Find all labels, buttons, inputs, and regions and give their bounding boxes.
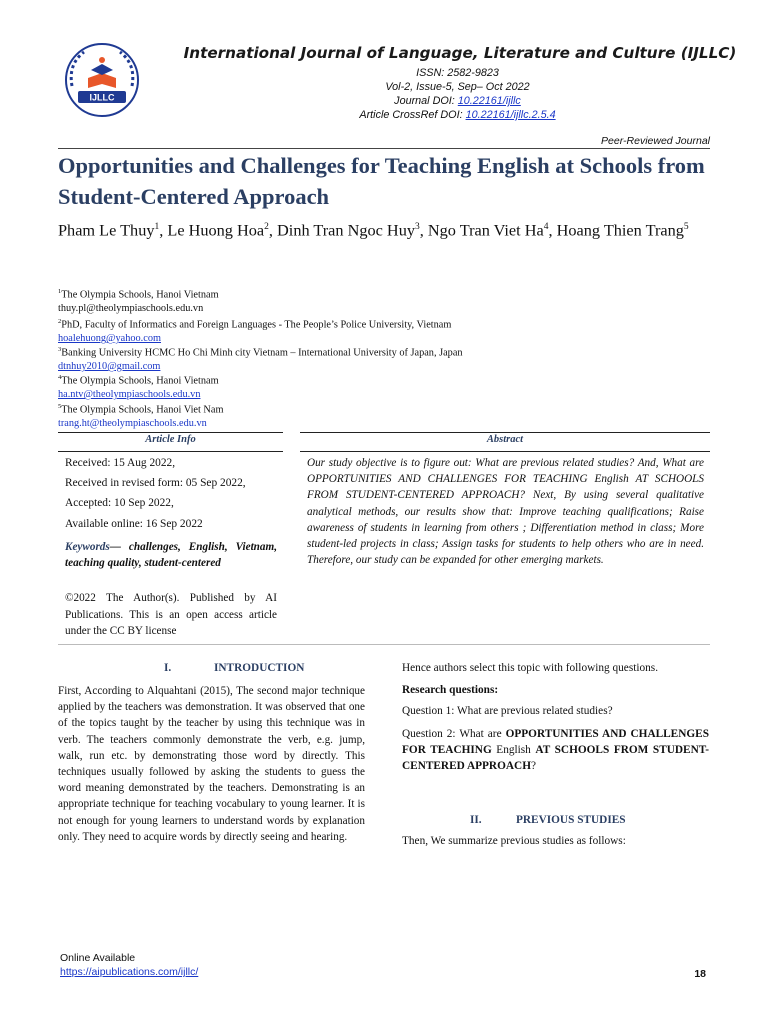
peer-reviewed-label: Peer-Reviewed Journal: [601, 135, 710, 147]
author-name: Le Huong Hoa: [167, 220, 265, 240]
received-date: Received: 15 Aug 2022,: [65, 457, 176, 469]
abstract-head-rule: [300, 451, 710, 452]
crossref-doi-link[interactable]: 10.22161/ijllc.2.5.4: [465, 109, 556, 121]
box-bottom-rule: [58, 644, 710, 645]
header-rule: [58, 148, 710, 149]
authors: Pham Le Thuy$^1$, Le Huong Hoa$^2$, Dinh Tran Ngoc Huy$^3$, Ngo Tran Viet Ha$^4$, Hoang Thien Trang$^5$: [58, 220, 689, 240]
article-title: Opportunities and Challenges for Teaching English at Schools from Student-Centered Approach: [58, 153, 705, 209]
crossref-doi: Article CrossRef DOI: 10.22161/ijllc.2.5.4: [359, 109, 556, 121]
affiliation: $^2$PhD, Faculty of Informatics and Foreign Languages - The People’s Police University, Vietnam: [58, 318, 452, 331]
research-questions-heading: Research questions:: [402, 684, 499, 696]
affiliation: $^3$Banking University HCMC Ho Chi Minh city Vietnam – International University of Japan, Japan: [58, 346, 463, 359]
online-available-label: Online Available: [60, 952, 136, 964]
affiliation: $^5$The Olympia Schools, Hanoi Viet Nam: [58, 403, 224, 416]
journal-doi: Journal DOI: 10.22161/ijllc: [394, 95, 521, 107]
intro-sentence: Hence authors select this topic with following questions.: [402, 662, 659, 674]
email-link[interactable]: dtnhuy2010@gmail.com: [58, 361, 161, 372]
page-number: 18: [694, 968, 706, 980]
abstract-text: Our study objective is to figure out: What are previous related studies? And, What are OPPORTUNITIES AND CHALLENGES FOR TEACHING English AT SCHOOLS FROM STUDENT-CENTERED APPROACH? Next, By using several qualitative analytical methods, our results show that: Improve teaching qualifications; Raise awareness of students in learning from others ; Differentiation method in class; More student-led projects in class; Assign tasks for students to help others who are in need. Therefore, our study can be expanded for other emerging markets.: [307, 457, 704, 567]
email-link[interactable]: hoalehuong@yahoo.com: [58, 333, 161, 344]
introduction-text: First, According to Alquahtani (2015), The second major technique applied by the teachers was demonstration. It was observed that one of the topics taught by the teacher by using this technique was in verb. The teachers commonly demonstrate the verb, e.g. jump, walk, run etc. by demonstrating those word by directly. This techniques usually followed by asking the students to guess the word meaning demonstrated by the teachers. Demonstrating is an appropriate technique for teaching vocabulary to young learner. It is not enough for young learners to understand words by explanation only. They need to acquire words by directly seeing and hearing.: [58, 685, 365, 843]
affiliation: $^4$The Olympia Schools, Hanoi Vietnam: [58, 374, 219, 387]
question-2: Question 2: What are OPPORTUNITIES AND CHALLENGES FOR TEACHING English AT SCHOOLS FROM STUDENT-CENTERED APPROACH?: [402, 728, 709, 773]
journal-url-link[interactable]: https://aipublications.com/ijllc/: [60, 966, 199, 978]
online-date: Available online: 16 Sep 2022: [65, 518, 203, 530]
email-link[interactable]: ha.ntv@theolympiaschools.edu.vn: [58, 389, 201, 400]
abstract-heading: Abstract: [486, 434, 524, 445]
revised-date: Received in revised form: 05 Sep 2022,: [65, 477, 246, 489]
affiliation: $^1$The Olympia Schools, Hanoi Vietnam: [58, 288, 219, 301]
affiliation-email: [58, 361, 708, 372]
keywords: Keywords— challenges, English, Vietnam, teaching quality, student-centered: [65, 541, 277, 569]
copyright-notice: ©2022 The Author(s). Published by AI Publications. This is an open access article under the CC BY license: [65, 592, 277, 637]
info-top-rule: [58, 432, 283, 433]
affiliation-email: [58, 389, 708, 400]
affiliation-email: [58, 333, 708, 344]
info-head-rule: [58, 451, 283, 452]
article-info-heading: Article Info: [145, 434, 196, 445]
accepted-date: Accepted: 10 Sep 2022,: [65, 497, 174, 509]
logo-text: IJLLC: [89, 92, 115, 103]
journal-logo: [62, 40, 142, 120]
question-1: Question 1: What are previous related studies?: [402, 705, 613, 717]
abstract-top-rule: [300, 432, 710, 433]
journal-title: International Journal of Language, Literature and Culture (IJLLC): [183, 44, 737, 62]
author-name: Ngo Tran Viet Ha: [427, 220, 544, 240]
affiliation-email: thuy.pl@theolympiaschools.edu.vn: [58, 303, 204, 314]
previous-studies-text: Then, We summarize previous studies as follows:: [402, 835, 626, 847]
author-name: Hoang Thien Trang: [556, 220, 684, 240]
author-name: Dinh Tran Ngoc Huy: [277, 220, 415, 240]
volume-issue: Vol-2, Issue-5, Sep– Oct 2022: [385, 81, 530, 93]
journal-doi-link[interactable]: 10.22161/ijllc: [457, 95, 521, 107]
affiliation-email: trang.ht@theolympiaschools.edu.vn: [58, 418, 207, 429]
issn: ISSN: 2582-9823: [416, 67, 499, 79]
author-name: Pham Le Thuy: [58, 220, 155, 240]
